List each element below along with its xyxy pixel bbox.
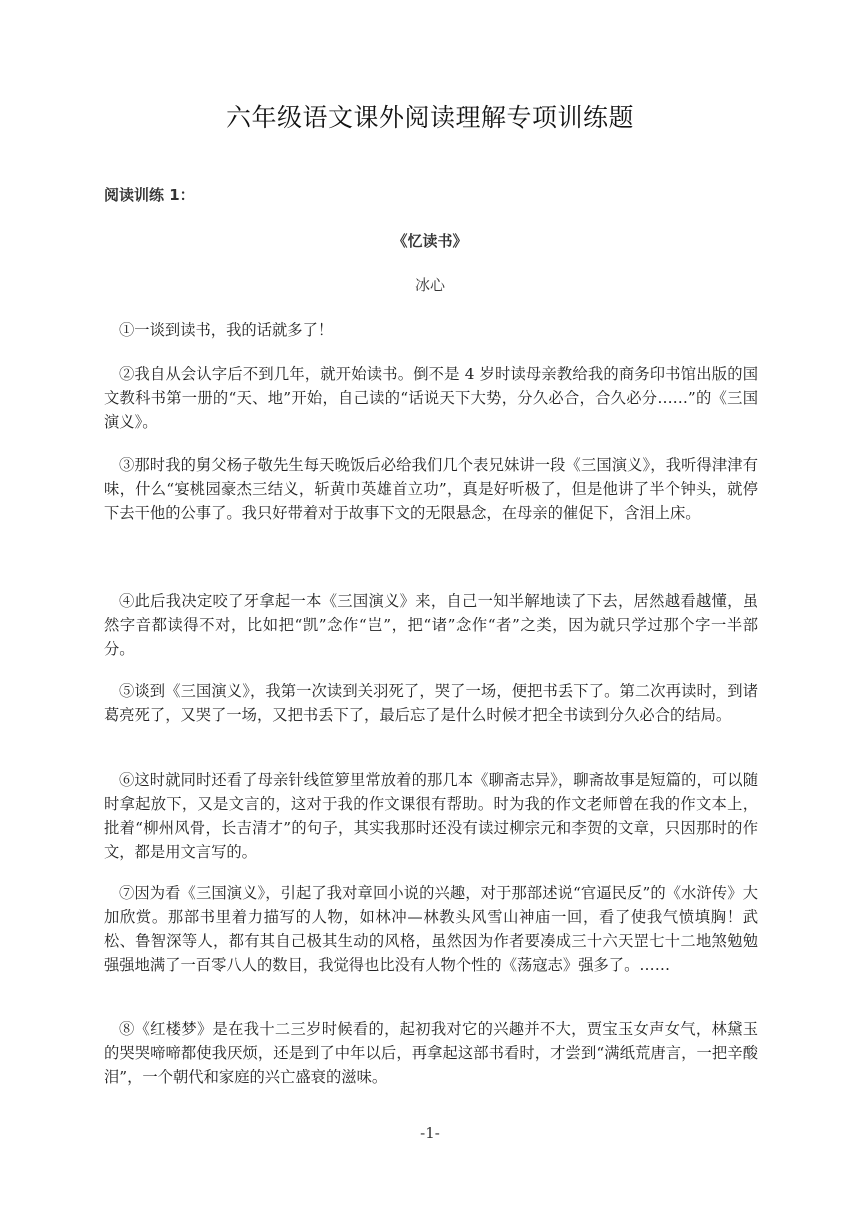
paragraph-1: ①一谈到读书，我的话就多了！ bbox=[119, 321, 334, 339]
paragraph-8: ⑧《红楼梦》是在我十二三岁时候看的，起初我对它的兴趣并不大，贾宝玉女声女气，林黛玉的哭哭啼啼都使我厌烦，还是到了中年以后，再拿起这部书看时，才尝到“满纸荒唐言，一把辛酸泪”，一个朝代和家庭的兴亡盛衰的滋味。 bbox=[104, 1020, 758, 1086]
paragraph-5: ⑤谈到《三国演义》，我第一次读到关羽死了，哭了一场，便把书丢下了。第二次再读时，到诸葛亮死了，又哭了一场，又把书丢下了，最后忘了是什么时候才把全书读到分久必合的结局。 bbox=[104, 682, 758, 724]
paragraph-2: ②我自从会认字后不到几年，就开始读书。倒不是 4 岁时读母亲教给我的商务印书馆出版的国文教科书第一册的“天、地”开始，自己读的“话说天下大势，分久必合，合久必分……”的《三国演义》。 bbox=[104, 365, 758, 431]
page-number: -1- bbox=[420, 1124, 440, 1142]
paragraph-6: ⑥这时就同时还看了母亲针线笸箩里常放着的那几本《聊斋志异》，聊斋故事是短篇的，可以随时拿起放下，又是文言的，这对于我的作文课很有帮助。时为我的作文老师曾在我的作文本上，批着“柳州风骨，长吉清才”的句子，其实我那时还没有读过柳宗元和李贺的文章，只因那时的作文，都是用文言写的。 bbox=[104, 771, 758, 861]
article-title: 《忆读书》 bbox=[392, 232, 468, 250]
paragraph-7: ⑦因为看《三国演义》，引起了我对章回小说的兴趣，对于那部述说“官逼民反”的《水浒传》大加欣赏。那部书里着力描写的人物，如林冲—林教头风雪山神庙一回，看了使我气愤填胸！武松、鲁智深等人，都有其自己极其生动的风格，虽然因为作者要凑成三十六天罡七十二地煞勉勉强强地满了一百零八人的数目，我觉得也比没有人物个性的《荡寇志》强多了。…… bbox=[104, 884, 758, 974]
article-author: 冰心 bbox=[414, 276, 445, 294]
paragraph-3: ③那时我的舅父杨子敬先生每天晚饭后必给我们几个表兄妹讲一段《三国演义》，我听得津津有味，什么“宴桃园豪杰三结义，斩黄巾英雄首立功”，真是好听极了，但是他讲了半个钟头，就停下去干他的公事了。我只好带着对于故事下文的无限悬念，在母亲的催促下，含泪上床。 bbox=[104, 456, 758, 522]
paragraph-4: ④此后我决定咬了牙拿起一本《三国演义》来，自己一知半解地读了下去，居然越看越懂，虽然字音都读得不对，比如把“凯”念作“岂”，把“诸”念作“者”之类，因为就只学过那个字一半部分。 bbox=[104, 592, 758, 658]
section-label: 阅读训练 1： bbox=[104, 186, 195, 204]
page-title: 六年级语文课外阅读理解专项训练题 bbox=[225, 103, 634, 132]
